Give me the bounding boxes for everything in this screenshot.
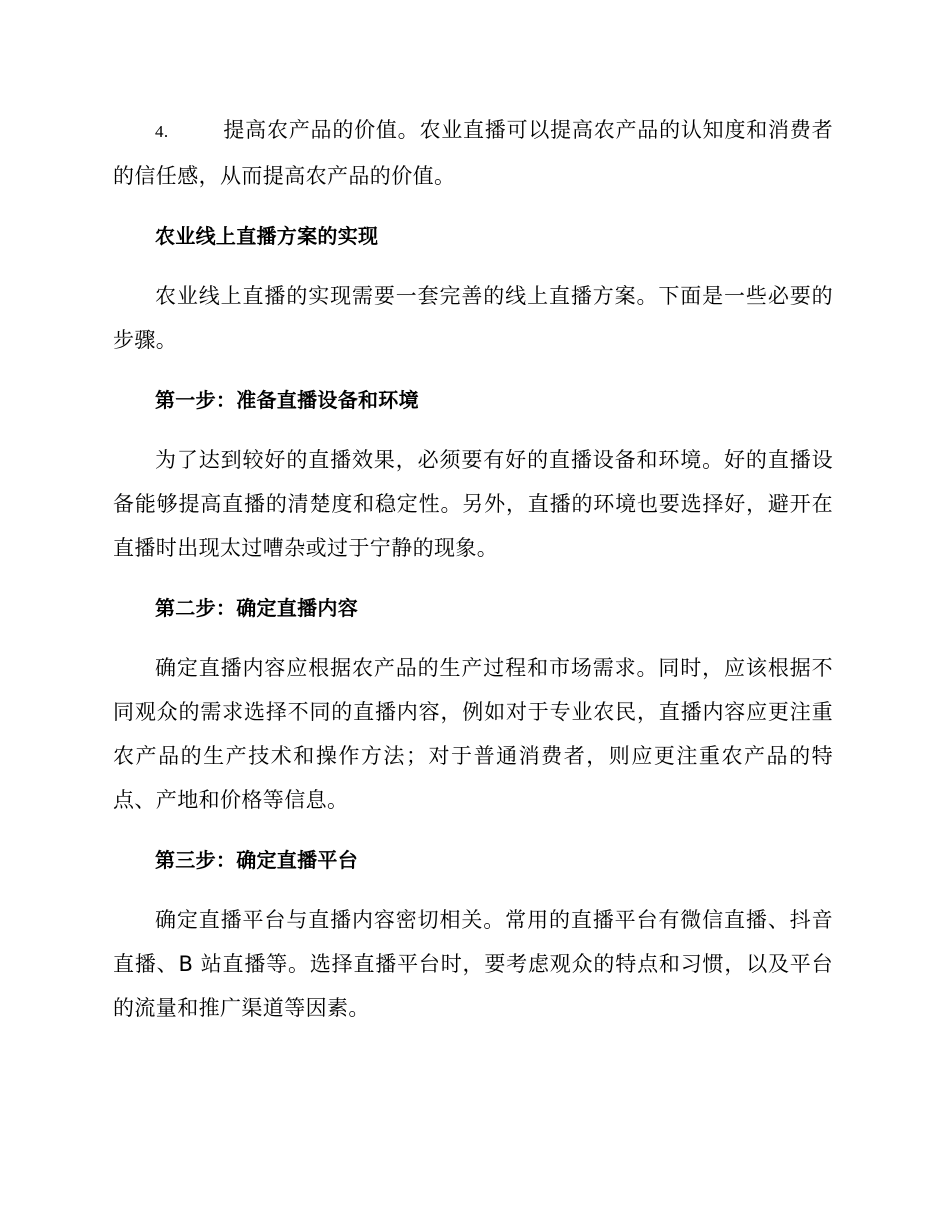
list-item-4 xyxy=(113,108,833,198)
list-item-text: 提高农产品的价值。农业直播可以提高农产品的认知度和消费者的信任感，从而提高农产品的价值。 xyxy=(113,118,833,188)
step-3-paragraph: 确定直播平台与直播内容密切相关。常用的直播平台有微信直播、抖音直播、B 站直播等。选择直播平台时，要考虑观众的特点和习惯，以及平台的流量和推广渠道等因素。 xyxy=(113,908,833,1020)
step-3-heading: 第三步：确定直播平台 xyxy=(155,848,358,872)
step-2-paragraph: 确定直播内容应根据农产品的生产过程和市场需求。同时，应该根据不同观众的需求选择不同的直播内容，例如对于专业农民，直播内容应更注重农产品的生产技术和操作方法；对于普通消费者，则应更注重农产品的特点、产地和价格等信息。 xyxy=(113,656,833,812)
step-2-heading: 第二步：确定直播内容 xyxy=(155,596,358,620)
step-1-paragraph: 为了达到较好的直播效果，必须要有好的直播设备和环境。好的直播设备能够提高直播的清楚度和稳定性。另外，直播的环境也要选择好，避开在直播时出现太过嘈杂或过于宁静的现象。 xyxy=(113,448,833,560)
step-1-heading: 第一步：准备直播设备和环境 xyxy=(155,388,419,412)
list-item-number: 4. xyxy=(155,122,169,141)
section-heading: 农业线上直播方案的实现 xyxy=(155,224,379,248)
document-body xyxy=(113,108,833,1030)
section-intro-paragraph: 农业线上直播的实现需要一套完善的线上直播方案。下面是一些必要的步骤。 xyxy=(113,284,833,352)
